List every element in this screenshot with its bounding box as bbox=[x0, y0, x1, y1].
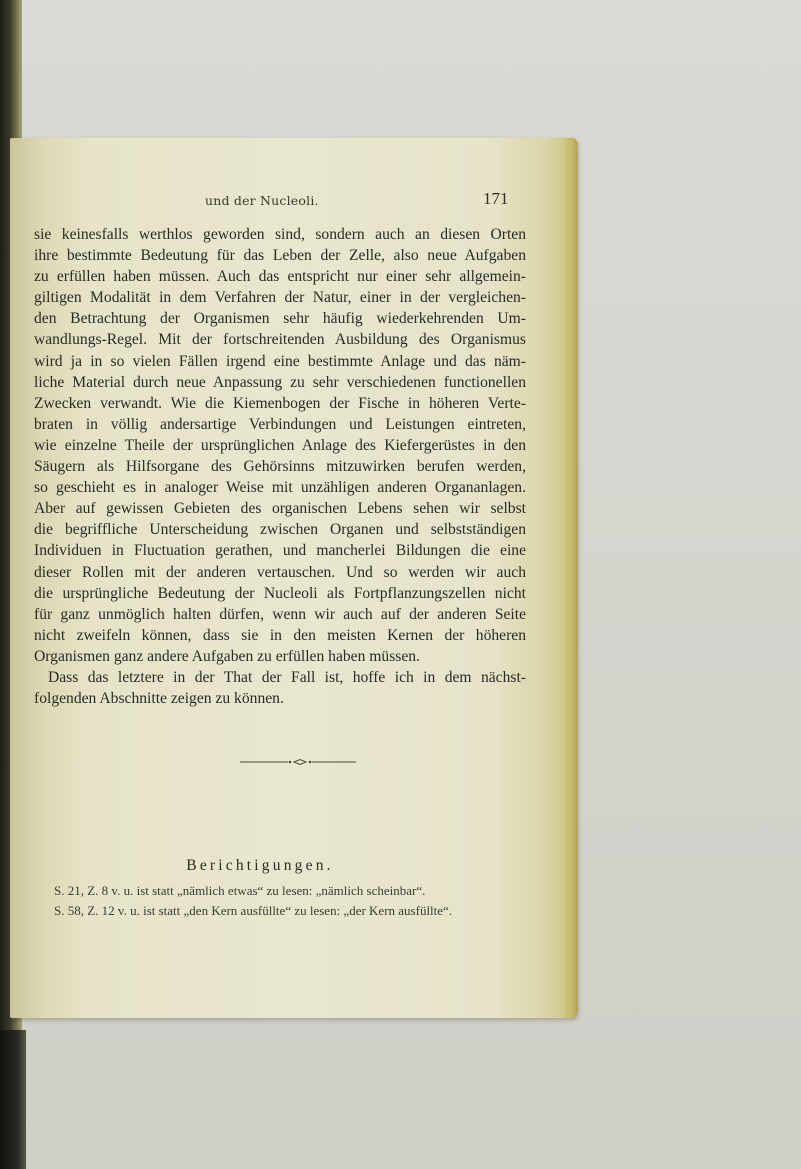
errata-heading: Berichtigungen. bbox=[186, 857, 334, 874]
text-line: Dass das letztere in der That der Fall ist, hoffe ich in dem nächst- bbox=[48, 668, 526, 686]
text-line: Zwecken verwandt. Wie die Kiemenbogen der Fische in höheren Verte- bbox=[34, 394, 526, 412]
running-title: und der Nucleoli. bbox=[205, 193, 319, 208]
text-line: nicht zweifeln können, dass sie in den meisten Kernen der höheren bbox=[34, 626, 526, 644]
page-header bbox=[10, 189, 576, 209]
page-edge bbox=[564, 138, 578, 1018]
text-line: Organismen ganz andere Aufgaben zu erfüllen haben müssen. bbox=[34, 647, 420, 665]
text-line: giltigen Modalität in dem Verfahren der Natur, einer in der vergleichen- bbox=[34, 289, 526, 307]
errata-item: S. 58, Z. 12 v. u. ist statt „den Kern ausfüllte“ zu lesen: „der Kern ausfüllte“. bbox=[54, 903, 453, 918]
text-line: Individuen in Fluctuation gerathen, und mancherlei Bildungen die eine bbox=[34, 542, 526, 560]
text-line: so geschieht es in analoger Weise mit unzähligen anderen Organanlagen. bbox=[34, 479, 526, 497]
text-line: den Betrachtung der Organismen sehr häufig wiederkehrenden Um- bbox=[34, 310, 526, 328]
text-line: wandlungs-Regel. Mit der fortschreitenden Ausbildung des Organismus bbox=[34, 331, 526, 349]
text-line: Säugern als Hilfsorgane des Gehörsinns mitzuwirken berufen werden, bbox=[34, 458, 526, 476]
errata-section bbox=[34, 857, 526, 921]
section-divider-ornament bbox=[238, 757, 358, 767]
text-line: die ursprüngliche Bedeutung der Nucleoli als Fortpflanzungszellen nicht bbox=[34, 584, 526, 602]
body-text bbox=[34, 224, 526, 709]
text-line: liche Material durch neue Anpassung zu sehr verschiedenen functionellen bbox=[34, 373, 526, 391]
text-line: wie einzelne Theile der ursprünglichen Anlage des Kiefergerüstes in den bbox=[34, 436, 526, 454]
text-line: sie keinesfalls werthlos geworden sind, sondern auch an diesen Orten bbox=[34, 226, 526, 243]
book-binding-shadow-lower bbox=[0, 1030, 26, 1169]
errata-item: S. 21, Z. 8 v. u. ist statt „nämlich etwas“ zu lesen: „nämlich scheinbar“. bbox=[54, 883, 426, 898]
text-line: die begriffliche Unterscheidung zwischen Organen und selbstständigen bbox=[34, 521, 526, 539]
page-number: 171 bbox=[483, 189, 509, 208]
text-line: ihre bestimmte Bedeutung für das Leben der Zelle, also neue Aufgaben bbox=[34, 247, 526, 265]
text-line: Aber auf gewissen Gebieten des organischen Lebens sehen wir selbst bbox=[34, 500, 526, 518]
text-line: wird ja in so vielen Fällen irgend eine bestimmte Anlage und das näm- bbox=[34, 352, 526, 370]
text-line: zu erfüllen haben müssen. Auch das entspricht nur einer sehr allgemein- bbox=[34, 268, 526, 286]
text-line: braten in völlig andersartige Verbindungen und Leistungen eintreten, bbox=[34, 415, 526, 433]
text-line: folgenden Abschnitte zeigen zu können. bbox=[34, 690, 284, 708]
text-line: für ganz unmöglich halten dürfen, wenn wir auch auf der anderen Seite bbox=[34, 605, 526, 623]
text-line: dieser Rollen mit der anderen vertauschen. Und so werden wir auch bbox=[34, 563, 526, 581]
book-page bbox=[10, 138, 576, 1018]
